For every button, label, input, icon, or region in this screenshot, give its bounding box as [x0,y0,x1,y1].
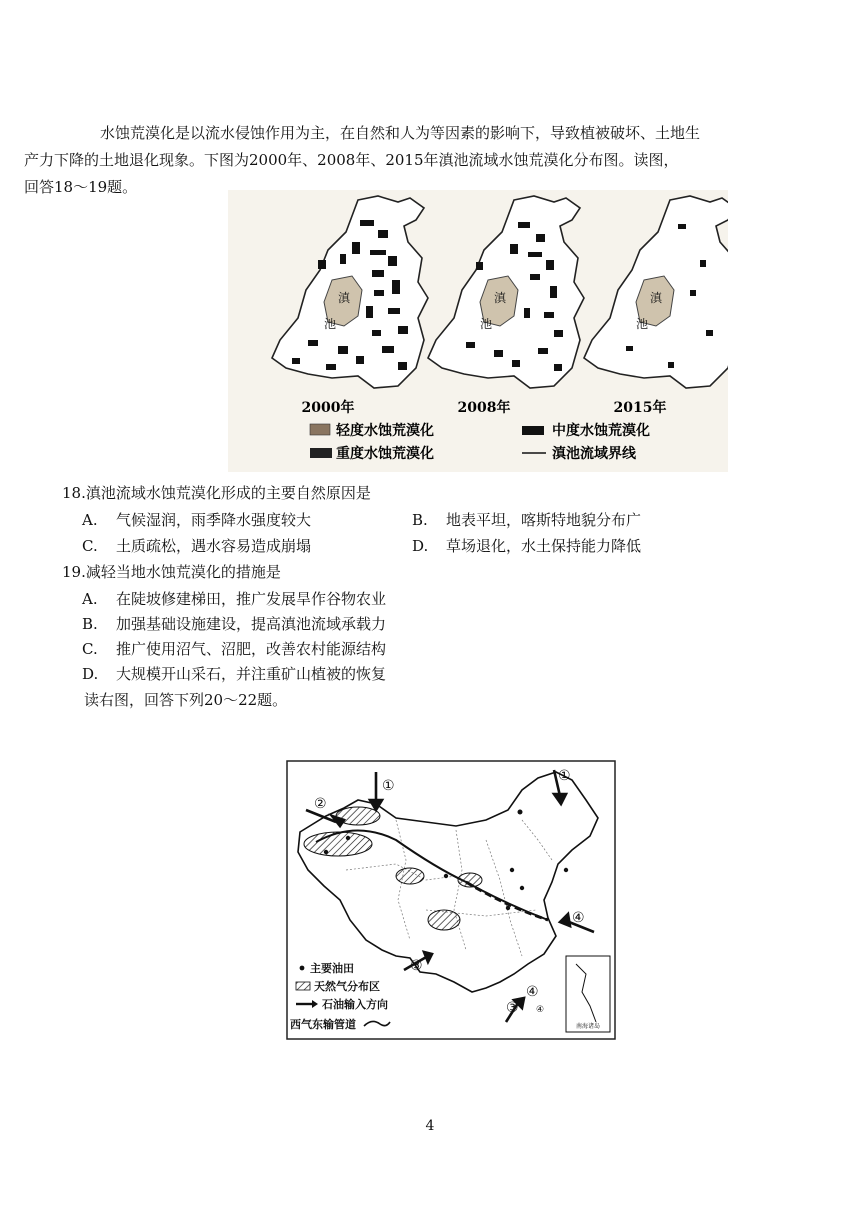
q18-option-d [412,533,641,559]
legend-boundary: 滇池流域界线 [552,446,636,462]
marker-4-extra: ④ [536,1005,545,1015]
marker-2: ② [314,796,327,812]
q18-stem: 18.滇池流域水蚀荒漠化形成的主要自然原因是 [62,484,371,502]
option-label: D. [82,665,99,683]
q19-option-a [82,586,386,612]
marker-4-south: ④ [526,984,539,1000]
marker-1-west: ① [382,778,395,794]
map-2008-lake-char-2: 池 [479,317,493,331]
option-text: 推广使用沼气、沼肥，改善农村能源结构 [116,640,387,658]
option-label: A. [82,511,98,529]
map-2008-year: 2008年 [457,400,511,416]
legend-light: 轻度水蚀荒漠化 [336,423,434,439]
inset-label: 南海诸岛 [575,1023,601,1030]
option-label: B. [412,511,428,529]
map-2000-year: 2000年 [301,400,355,416]
option-text: 土质疏松，遇水容易造成崩塌 [116,537,312,555]
marker-4-east: ④ [572,910,585,926]
option-label: B. [82,615,98,633]
q19-option-d [82,661,386,687]
q19-option-c [82,636,386,662]
q19-stem: 19.减轻当地水蚀荒漠化的措施是 [62,563,281,581]
marker-3-south: ③ [506,1000,519,1016]
option-text: 在陡坡修建梯田，推广发展旱作谷物农业 [116,590,387,608]
option-label: D. [412,537,429,555]
option-text: 草场退化，水土保持能力降低 [446,537,642,555]
map-2015-lake-char-1: 滇 [649,291,663,305]
map-2000-lake-char-1: 滇 [337,291,351,305]
intro-line-1: 水蚀荒漠化是以流水侵蚀作用为主，在自然和人为等因素的影响下，导致植被破坏、土地生 [100,124,701,142]
q19-option-b [82,611,386,637]
option-label: C. [82,537,98,555]
option-text: 加强基础设施建设，提高滇池流域承载力 [116,615,387,633]
map-2015-year: 2015年 [613,400,667,416]
legend-heavy: 重度水蚀荒漠化 [336,446,434,462]
intro-line-3: 回答18～19题。 [24,178,138,196]
legend-pipeline: 西气东输管道 [290,1018,356,1031]
option-label: A. [82,590,98,608]
intro-2: 读右图，回答下列20～22题。 [84,691,288,709]
legend-oil-import: 石油输入方向 [322,998,388,1011]
option-text: 大规模开山采石，并注重矿山植被的恢复 [116,665,387,683]
china-energy-map [286,760,616,1040]
q18-option-c [82,533,311,559]
option-text: 地表平坦，喀斯特地貌分布广 [446,511,642,529]
intro-paragraph [24,120,800,201]
option-label: C. [82,640,98,658]
legend-medium: 中度水蚀荒漠化 [552,423,650,439]
legend-gas: 天然气分布区 [314,980,380,993]
dianchi-desertification-map [228,190,728,472]
map-2000-lake-char-2: 池 [323,317,337,331]
map-2008-lake-char-1: 滇 [493,291,507,305]
q18-option-a [82,507,311,533]
page-number: 4 [425,1118,435,1134]
marker-1-east: ① [558,768,571,784]
q18-option-b [412,507,641,533]
map-2015-lake-char-2: 池 [635,317,649,331]
marker-3-west: ③ [410,958,423,974]
intro-line-2: 产力下降的土地退化现象。下图为2000年、2008年、2015年滇池流域水蚀荒漠化分布图。读图， [24,151,679,169]
legend-oilfield: 主要油田 [310,962,354,975]
option-text: 气候湿润，雨季降水强度较大 [116,511,312,529]
